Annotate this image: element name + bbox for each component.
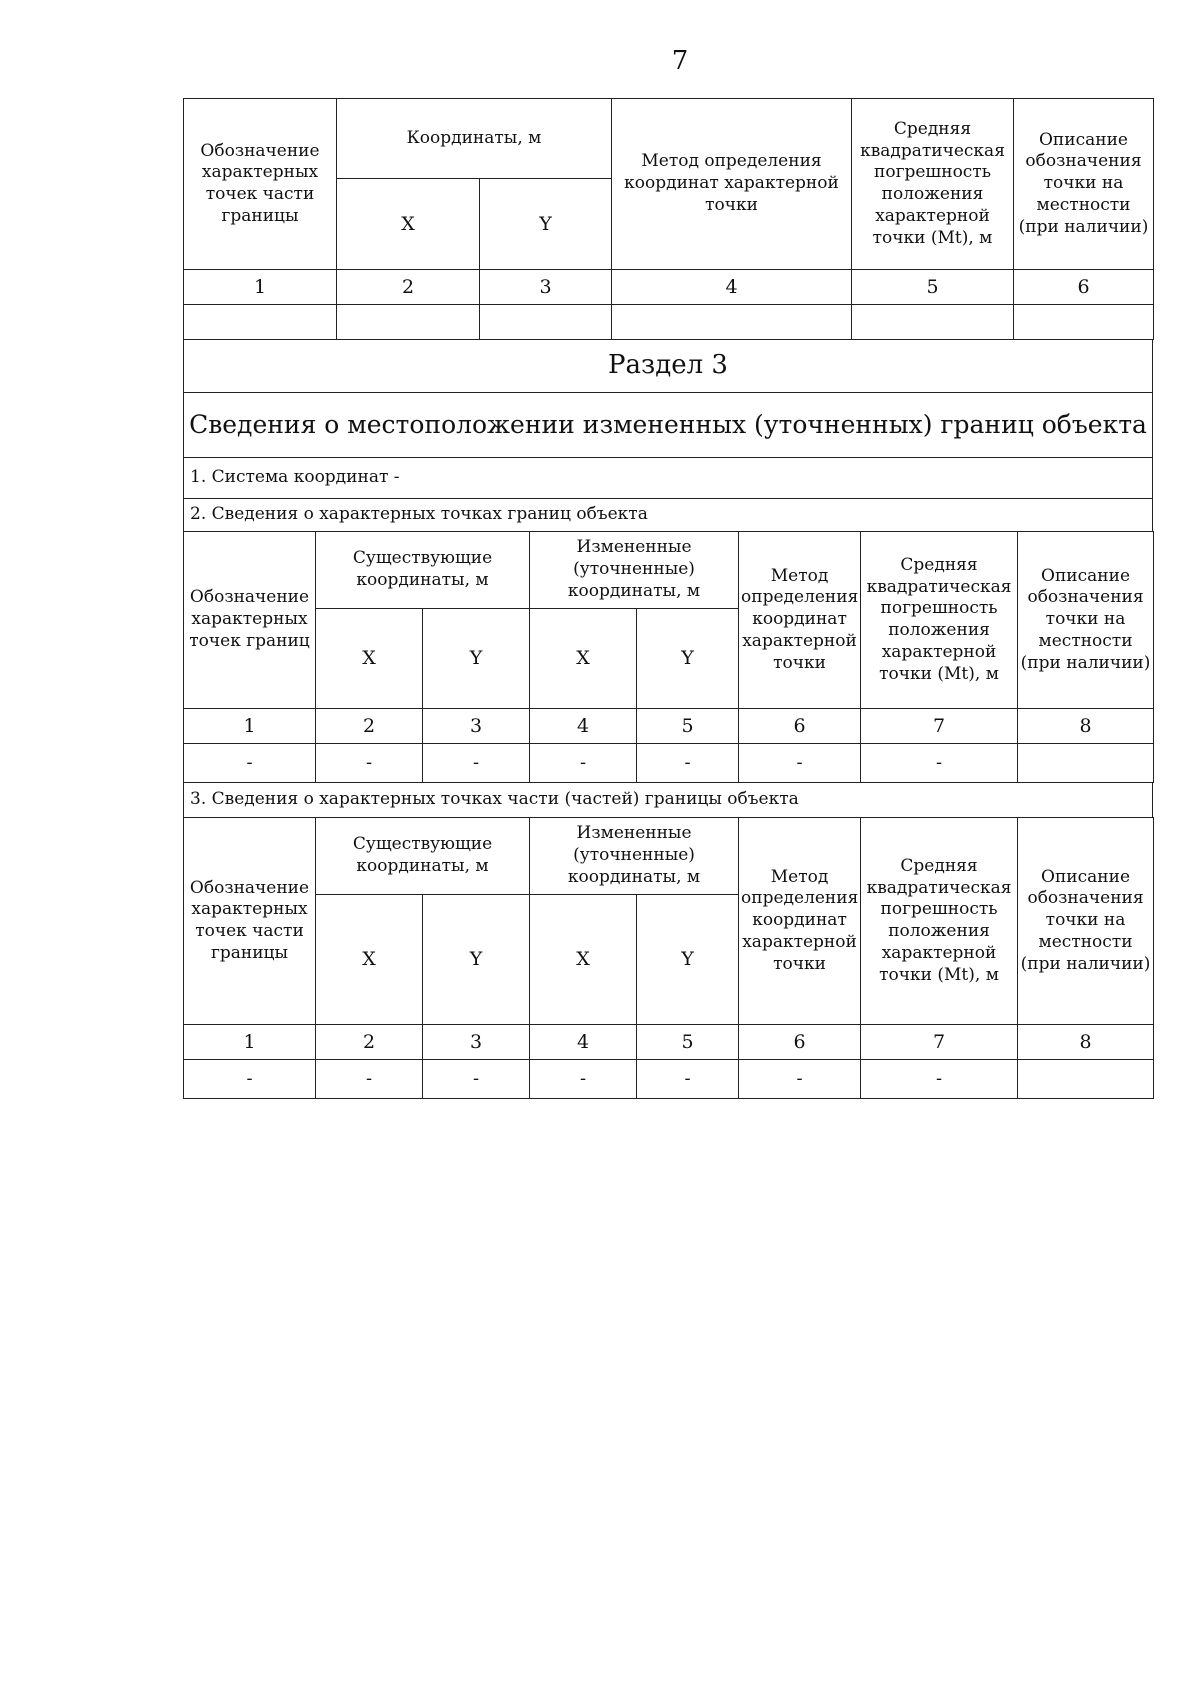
- table-cell: [184, 305, 337, 340]
- header-existing-coordinates: Существующие координаты, м: [316, 532, 530, 609]
- table-cell: [852, 305, 1014, 340]
- column-number: 7: [861, 1025, 1018, 1060]
- boundary-points-table: [183, 531, 1154, 783]
- column-number: 6: [739, 1025, 861, 1060]
- page-number: 7: [671, 46, 689, 76]
- coordinate-system-line: 1. Система координат -: [184, 458, 1153, 499]
- header-error: Средняя квадратическая погрешность положения характерной точки (Mt), м: [861, 818, 1018, 1025]
- header-method: Метод определения координат характерной точки: [739, 532, 861, 709]
- table-cell: -: [316, 744, 423, 783]
- table-cell: -: [530, 744, 637, 783]
- table-cell: [1014, 305, 1154, 340]
- document-tables: [183, 98, 1153, 1099]
- header-x: X: [530, 609, 637, 709]
- table-cell: -: [637, 744, 739, 783]
- table-header-row: [184, 532, 1154, 609]
- header-y: Y: [637, 895, 739, 1025]
- header-x: X: [337, 179, 480, 270]
- column-number-row: [184, 1025, 1154, 1060]
- column-number: 2: [337, 270, 480, 305]
- header-coordinates: Координаты, м: [337, 99, 612, 179]
- column-number: 4: [612, 270, 852, 305]
- header-method: Метод определения координат характерной точки: [739, 818, 861, 1025]
- header-existing-coordinates: Существующие координаты, м: [316, 818, 530, 895]
- header-method: Метод определения координат характерной точки: [612, 99, 852, 270]
- header-point-designation: Обозначение характерных точек части границы: [184, 818, 316, 1025]
- column-number: 5: [852, 270, 1014, 305]
- table-row: [184, 744, 1154, 783]
- table-cell: -: [861, 1060, 1018, 1099]
- header-x: X: [316, 609, 423, 709]
- table-row: [184, 305, 1154, 340]
- header-x: X: [316, 895, 423, 1025]
- table-cell: -: [423, 1060, 530, 1099]
- column-number: 3: [480, 270, 612, 305]
- table-header-row: [184, 818, 1154, 895]
- header-changed-coordinates: Измененные (уточненные) координаты, м: [530, 532, 739, 609]
- table-cell: [1018, 1060, 1154, 1099]
- table-cell: -: [739, 744, 861, 783]
- column-number-row: [184, 709, 1154, 744]
- part-boundary-points-table-continued: [183, 98, 1154, 340]
- table-cell: [612, 305, 852, 340]
- section-title: Раздел 3: [184, 340, 1153, 393]
- header-error: Средняя квадратическая погрешность положения характерной точки (Mt), м: [861, 532, 1018, 709]
- table-cell: [480, 305, 612, 340]
- table-cell: -: [637, 1060, 739, 1099]
- column-number: 5: [637, 1025, 739, 1060]
- header-x: X: [530, 895, 637, 1025]
- table-cell: -: [184, 744, 316, 783]
- table-cell: -: [739, 1060, 861, 1099]
- part-boundary-points-table: [183, 817, 1154, 1099]
- header-y: Y: [637, 609, 739, 709]
- header-point-designation: Обозначение характерных точек части границы: [184, 99, 337, 270]
- column-number: 1: [184, 709, 316, 744]
- column-number: 3: [423, 709, 530, 744]
- column-number: 5: [637, 709, 739, 744]
- table-cell: -: [423, 744, 530, 783]
- table-cell: [1018, 744, 1154, 783]
- table-cell: -: [184, 1060, 316, 1099]
- section-subtitle: Сведения о местоположении измененных (уточненных) границ объекта: [184, 393, 1153, 458]
- column-number-row: [184, 270, 1154, 305]
- table-row: [184, 1060, 1154, 1099]
- table-cell: -: [530, 1060, 637, 1099]
- column-number: 1: [184, 270, 337, 305]
- column-number: 4: [530, 1025, 637, 1060]
- header-description: Описание обозначения точки на местности (при наличии): [1018, 532, 1154, 709]
- column-number: 3: [423, 1025, 530, 1060]
- table-cell: -: [861, 744, 1018, 783]
- table-cell: [337, 305, 480, 340]
- column-number: 4: [530, 709, 637, 744]
- table-cell: -: [316, 1060, 423, 1099]
- section-header-table: [183, 339, 1153, 532]
- part-points-title: 3. Сведения о характерных точках части (частей) границы объекта: [184, 783, 1153, 818]
- column-number: 8: [1018, 709, 1154, 744]
- column-number: 8: [1018, 1025, 1154, 1060]
- table-header-row: [184, 99, 1154, 179]
- header-changed-coordinates: Измененные (уточненные) координаты, м: [530, 818, 739, 895]
- column-number: 2: [316, 709, 423, 744]
- part-points-title-table: [183, 782, 1153, 818]
- boundary-points-title: 2. Сведения о характерных точках границ объекта: [184, 499, 1153, 532]
- header-y: Y: [480, 179, 612, 270]
- header-description: Описание обозначения точки на местности (при наличии): [1018, 818, 1154, 1025]
- column-number: 2: [316, 1025, 423, 1060]
- column-number: 7: [861, 709, 1018, 744]
- header-y: Y: [423, 895, 530, 1025]
- header-point-designation: Обозначение характерных точек границ: [184, 532, 316, 709]
- header-description: Описание обозначения точки на местности (при наличии): [1014, 99, 1154, 270]
- column-number: 6: [1014, 270, 1154, 305]
- column-number: 1: [184, 1025, 316, 1060]
- header-error: Средняя квадратическая погрешность положения характерной точки (Mt), м: [852, 99, 1014, 270]
- header-y: Y: [423, 609, 530, 709]
- column-number: 6: [739, 709, 861, 744]
